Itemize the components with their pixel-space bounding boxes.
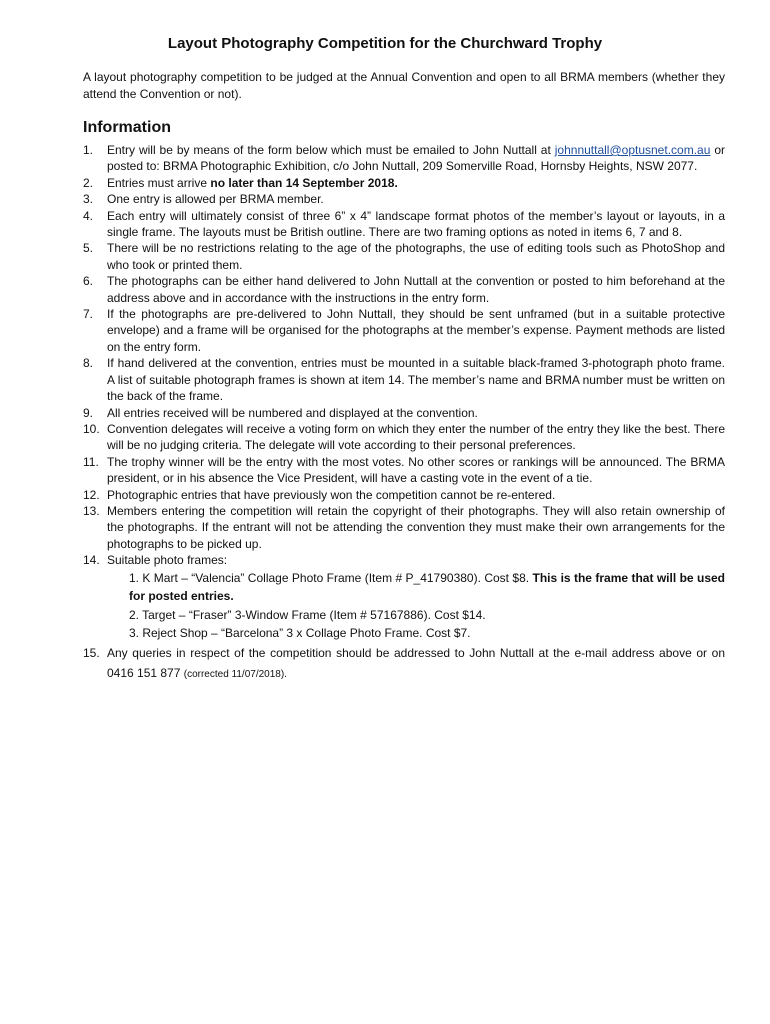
item-number: 2. [83, 175, 94, 190]
section-heading: Information [83, 119, 171, 136]
list-item: 1. Entry will be by means of the form below which must be emailed to John Nuttall at johnnuttall@optusnet.com.au or posted to: BRMA Photographic Exhibition, c/o John Nuttall, 209 Somerville Road, Hornsby Heights, NSW 2077. [83, 143, 725, 174]
list-item: 15. Any queries in respect of the competition should be addressed to John Nuttall at the e-mail address above or on 0416 151 877 (corrected 11/07/2018). [83, 643, 725, 685]
frame-option: 2. Target – “Fraser” 3-Window Frame (Item # 57167886). Cost $14. [129, 607, 486, 622]
frame-option: 1. K Mart – “Valencia” Collage Photo Frame (Item # P_41790380). Cost $8. This is the frame that will be used for posted entries. [129, 570, 725, 604]
information-list [83, 142, 725, 685]
list-item: 12. Photographic entries that have previously won the competition cannot be re-entered. [83, 487, 556, 502]
item-number: 1. [83, 143, 94, 157]
list-item: 5. There will be no restrictions relating to the age of the photographs, the use of editing tools such as PhotoShop and who took or printed them. [83, 241, 725, 272]
list-item: 10. Convention delegates will receive a voting form on which they enter the number of the entry they like the best. There will be no judging criteria. The delegate will vote according to their personal preferences. [83, 421, 725, 453]
item-number: 11. [83, 454, 99, 469]
list-item: 6. The photographs can be either hand delivered to John Nuttall at the convention or posted to him beforehand at the address above and in accordance with the instructions in the entry form. [83, 274, 725, 305]
list-item: 7. If the photographs are pre-delivered to John Nuttall, they should be sent unframed (but in a suitable protective envelope) and a frame will be organised for the photographs at the member’s expense. Payment methods are listed on the entry form. [83, 307, 725, 354]
list-item: 3. One entry is allowed per BRMA member. [83, 192, 324, 207]
intro-paragraph: A layout photography competition to be judged at the Annual Convention and open to all BRMA members (whether they attend the Convention or not). [83, 70, 725, 101]
correction-note: (corrected 11/07/2018). [183, 668, 287, 680]
item-number: 12. [83, 487, 100, 502]
list-item: 11. The trophy winner will be the entry with the most votes. No other scores or rankings will be announced. The BRMA president, or in his absence the Vice President, will have a casting vote in the event of a tie. [83, 454, 725, 486]
item-number: 5. [83, 241, 94, 256]
item-number: 10. [83, 421, 100, 436]
item-number: 13. [83, 503, 100, 518]
item-number: 4. [83, 208, 94, 223]
list-item: 2. Entries must arrive no later than 14 September 2018. [83, 175, 398, 190]
item-number: 14. [83, 553, 100, 568]
list-item: 4. Each entry will ultimately consist of three 6” x 4” landscape format photos of the member’s layout or layouts, in a single frame. The layouts must be British outline. There are two framing options as noted in items 6, 7 and 8. [83, 208, 725, 240]
item-number: 15. [83, 645, 100, 660]
list-item: 8. If hand delivered at the convention, entries must be mounted in a suitable black-framed 3-photograph photo frame. A list of suitable photograph frames is shown at item 14. The member’s name and BRMA number must be written on the back of the frame. [83, 356, 725, 404]
list-item: 9. All entries received will be numbered and displayed at the convention. [83, 405, 478, 420]
item-number: 7. [83, 307, 94, 322]
item-number: 6. [83, 274, 94, 289]
item-number: 3. [83, 192, 94, 207]
list-item: 13. Members entering the competition will retain the copyright of their photographs. They will also retain ownership of the photographs. If the entrant will not be attending the convention they must make their own arrangements for the photographs to be picked up. [83, 503, 725, 551]
page-title: Layout Photography Competition for the Churchward Trophy [167, 35, 603, 52]
frame-option: 3. Reject Shop – “Barcelona” 3 x Collage Photo Frame. Cost $7. [129, 626, 471, 641]
list-item: 14. Suitable photo frames: 1. K Mart – “Valencia” Collage Photo Frame (Item # P_41790380). Cost $8. This is the frame that will be used for posted entries. 2. Target – “Fraser” 3-Window Frame (Item # 57167886). Cost $14. 3. Reject Shop – “Barcelona” 3 x Collage Photo Frame. Cost $7. [83, 552, 725, 643]
item-number: 9. [83, 405, 94, 420]
email-link[interactable]: johnnuttall@optusnet.com.au [554, 143, 711, 157]
item-number: 8. [83, 356, 94, 371]
